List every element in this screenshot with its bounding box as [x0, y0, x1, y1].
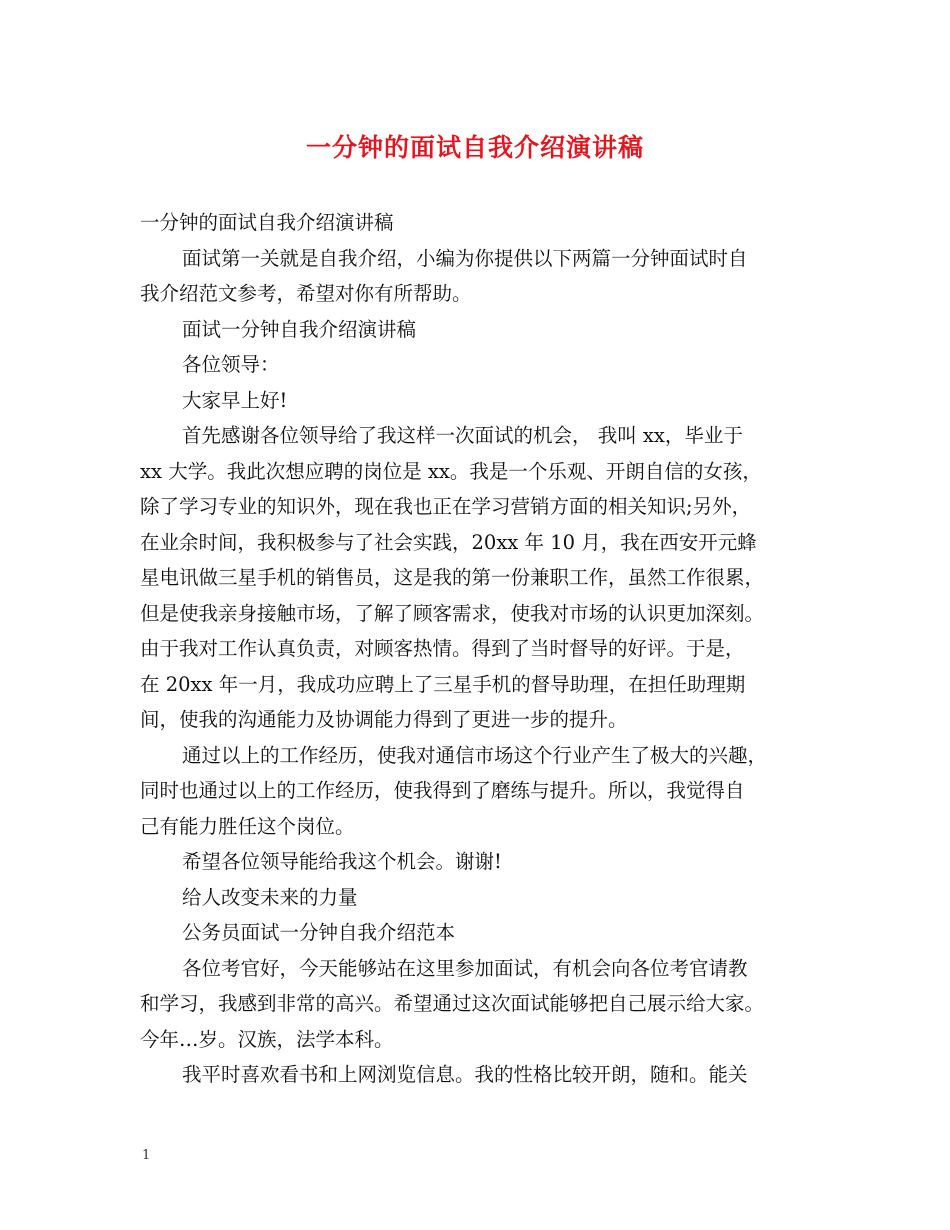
text-line: 各位领导：: [182, 353, 280, 376]
text-line: 和学习，我感到非常的高兴。希望通过这次面试能够把自己展示给大家。: [140, 992, 765, 1015]
text-line: 但是使我亲身接触市场，了解了顾客需求，使我对市场的认识更加深刻。: [140, 601, 765, 625]
text-line: xx 大学。我此次想应聘的岗位是 xx。我是一个乐观、开朗自信的女孩，: [140, 459, 762, 483]
text-line: 给人改变未来的力量: [182, 885, 358, 909]
text-line: 间，使我的沟通能力及协调能力得到了更进一步的提升。: [140, 708, 628, 731]
text-line: 今年…岁。汉族，法学本科。: [140, 1027, 394, 1051]
text-line: 在 20xx 年一月，我成功应聘上了三星手机的督导助理，在担任助理期: [140, 672, 746, 696]
text-line: 己有能力胜任这个岗位。: [140, 814, 355, 838]
text-line: 我平时喜欢看书和上网浏览信息。我的性格比较开朗，随和。能关: [182, 1063, 748, 1086]
document-title: 一分钟的面试自我介绍演讲稿: [305, 133, 644, 162]
text-line: 通过以上的工作经历，使我对通信市场这个行业产生了极大的兴趣，: [182, 743, 768, 767]
text-line: 大家早上好!: [182, 388, 288, 412]
text-line: 各位考官好，今天能够站在这里参加面试，有机会向各位考官请教: [182, 956, 748, 980]
text-line: 由于我对工作认真负责，对顾客热情。得到了当时督导的好评。于是，: [140, 637, 745, 660]
text-line: 面试第一关就是自我介绍，小编为你提供以下两篇一分钟面试时自: [182, 246, 748, 270]
document-body: [140, 205, 830, 1093]
text-line: 同时也通过以上的工作经历，使我得到了磨练与提升。所以，我觉得自: [140, 779, 745, 802]
text-line: 除了学习专业的知识外，现在我也正在学习营销方面的相关知识;另外，: [140, 495, 752, 518]
text-line: 首先感谢各位领导给了我这样一次面试的机会， 我叫 xx，毕业于: [182, 424, 743, 447]
text-line: 在业余时间，我积极参与了社会实践，20xx 年 10 月，我在西安开元蜂: [140, 530, 757, 554]
text-line: 星电讯做三星手机的销售员，这是我的第一份兼职工作，虽然工作很累，: [140, 566, 765, 589]
text-line: 面试一分钟自我介绍演讲稿: [182, 317, 417, 341]
page-number: 1: [142, 1148, 151, 1163]
text-line: 一分钟的面试自我介绍演讲稿: [140, 211, 394, 234]
text-line: 我介绍范文参考，希望对你有所帮助。: [140, 282, 472, 305]
text-line: 希望各位领导能给我这个机会。谢谢!: [182, 850, 502, 873]
text-line: 公务员面试一分钟自我介绍范本: [182, 921, 456, 944]
